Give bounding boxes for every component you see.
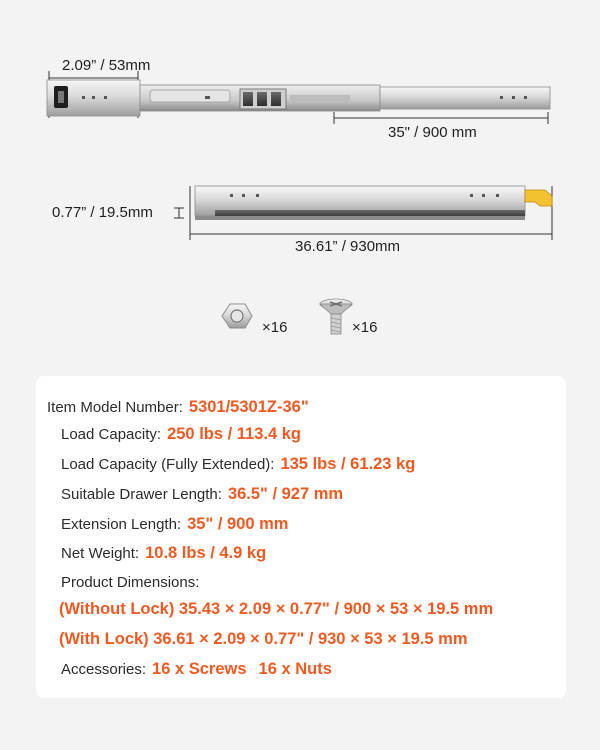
nut-count: ×16 [262,319,288,336]
spec-accessories [61,660,332,679]
spec-accessories-screws: 16 x Screws [152,660,247,678]
closed-length-label: 36.61” / 930mm [295,238,401,255]
spec-dims-without-lock: (Without Lock) 35.43 × 2.09 × 0.77" / 900 × 53 × 19.5 mm [59,600,494,618]
product-diagram [0,0,600,372]
spec-load-label: Load Capacity: [61,426,162,443]
extension-label: 35" / 900 mm [388,124,477,141]
countersunk-screw-icon [320,299,352,334]
screw-count: ×16 [352,319,378,336]
hex-nut-icon [222,304,252,328]
spec-dims-with-lock: (With Lock) 36.61 × 2.09 × 0.77" / 930 × 53 × 19.5 mm [59,630,468,648]
spec-product-dimensions [61,574,199,591]
spec-model-value: 5301/5301Z-36" [188,398,309,416]
lock-icon [54,86,68,108]
yellow-lock-icon [525,190,552,206]
thickness-label: 0.77” / 19.5mm [52,204,153,221]
extended-slide [47,71,550,124]
spec-load [61,425,301,444]
spec-load-extended-label: Load Capacity (Fully Extended): [61,456,275,473]
spec-accessories-label: Accessories: [61,661,147,678]
spec-accessories-nuts: 16 x Nuts [258,660,332,678]
spec-drawer-length-label: Suitable Drawer Length: [61,486,222,503]
spec-load-extended-value: 135 lbs / 61.23 kg [280,455,416,473]
closed-slide [174,186,552,240]
spec-net-weight-label: Net Weight: [61,545,140,562]
slide-diagram-svg [0,0,600,372]
spec-load-value: 250 lbs / 113.4 kg [167,425,302,443]
rail-width-label: 2.09” / 53mm [62,57,151,74]
spec-extension-length-value: 35" / 900 mm [187,515,289,533]
spec-extension-length [61,515,288,534]
spec-extension-length-label: Extension Length: [61,516,182,533]
spec-drawer-length-value: 36.5" / 927 mm [227,485,344,503]
spec-load-extended [61,455,415,474]
spec-card [36,376,566,698]
spec-net-weight-value: 10.8 lbs / 4.9 kg [145,544,267,562]
spec-net-weight [61,544,266,563]
spec-model [47,398,309,417]
spec-model-label: Item Model Number: [47,399,183,416]
spec-product-dimensions-label: Product Dimensions: [61,574,200,591]
spec-drawer-length [61,485,343,504]
